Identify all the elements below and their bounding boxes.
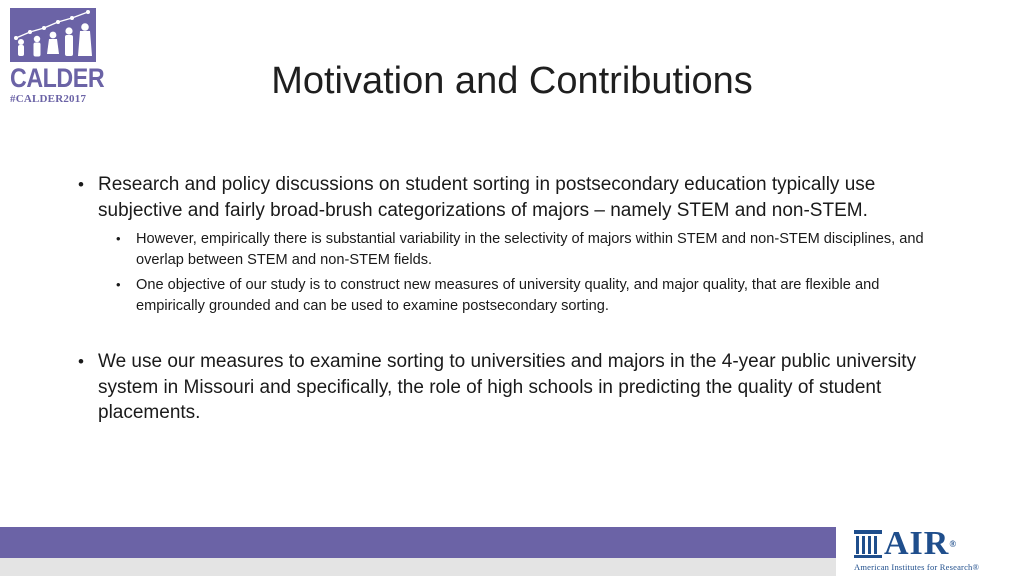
subbullet-1-2 bbox=[116, 275, 948, 316]
footer-band bbox=[0, 527, 836, 558]
air-full-name: American Institutes for Research® bbox=[854, 562, 980, 572]
slide-title: Motivation and Contributions bbox=[271, 60, 753, 102]
bullet-2-text: We use our measures to examine sorting to universities and majors in the 4-year public university system in Missouri and specifically, the role of high schools in predicting the quality of student placements. bbox=[98, 351, 917, 423]
bullet-1-text: Research and policy discussions on student sorting in postsecondary education typically use subjective and fairly broad-brush categorizations of majors – namely STEM and non-STEM. bbox=[98, 174, 876, 221]
bullet-1 bbox=[78, 172, 948, 223]
air-wordmark: AIR® bbox=[884, 525, 957, 562]
subbullet-1-1-text: However, empirically there is substantial variability in the selectivity of majors within STEM and non-STEM disciplines, and overlap between STEM and non-STEM fields. bbox=[136, 231, 924, 268]
air-building-icon bbox=[854, 530, 882, 558]
bullet-marker: • bbox=[116, 277, 121, 292]
slide-body bbox=[78, 172, 948, 426]
subbullet-1-1 bbox=[116, 229, 948, 270]
air-logo bbox=[836, 522, 1024, 576]
bullet-marker: • bbox=[78, 175, 84, 194]
calder-logo-graphic bbox=[10, 8, 96, 62]
bullet-1-subitems bbox=[116, 229, 948, 316]
bullet-marker: • bbox=[78, 352, 84, 371]
calder-hashtag: #CALDER2017 bbox=[10, 93, 87, 105]
subbullet-1-2-text: One objective of our study is to construct new measures of university quality, and major quality, that are flexible and empirically grounded and can be used to examine postsecondary sorting. bbox=[136, 277, 880, 314]
bullet-2 bbox=[78, 349, 948, 426]
calder-wordmark: CALDER bbox=[10, 63, 105, 93]
footer-strip bbox=[0, 558, 836, 576]
bullet-marker: • bbox=[116, 231, 121, 246]
